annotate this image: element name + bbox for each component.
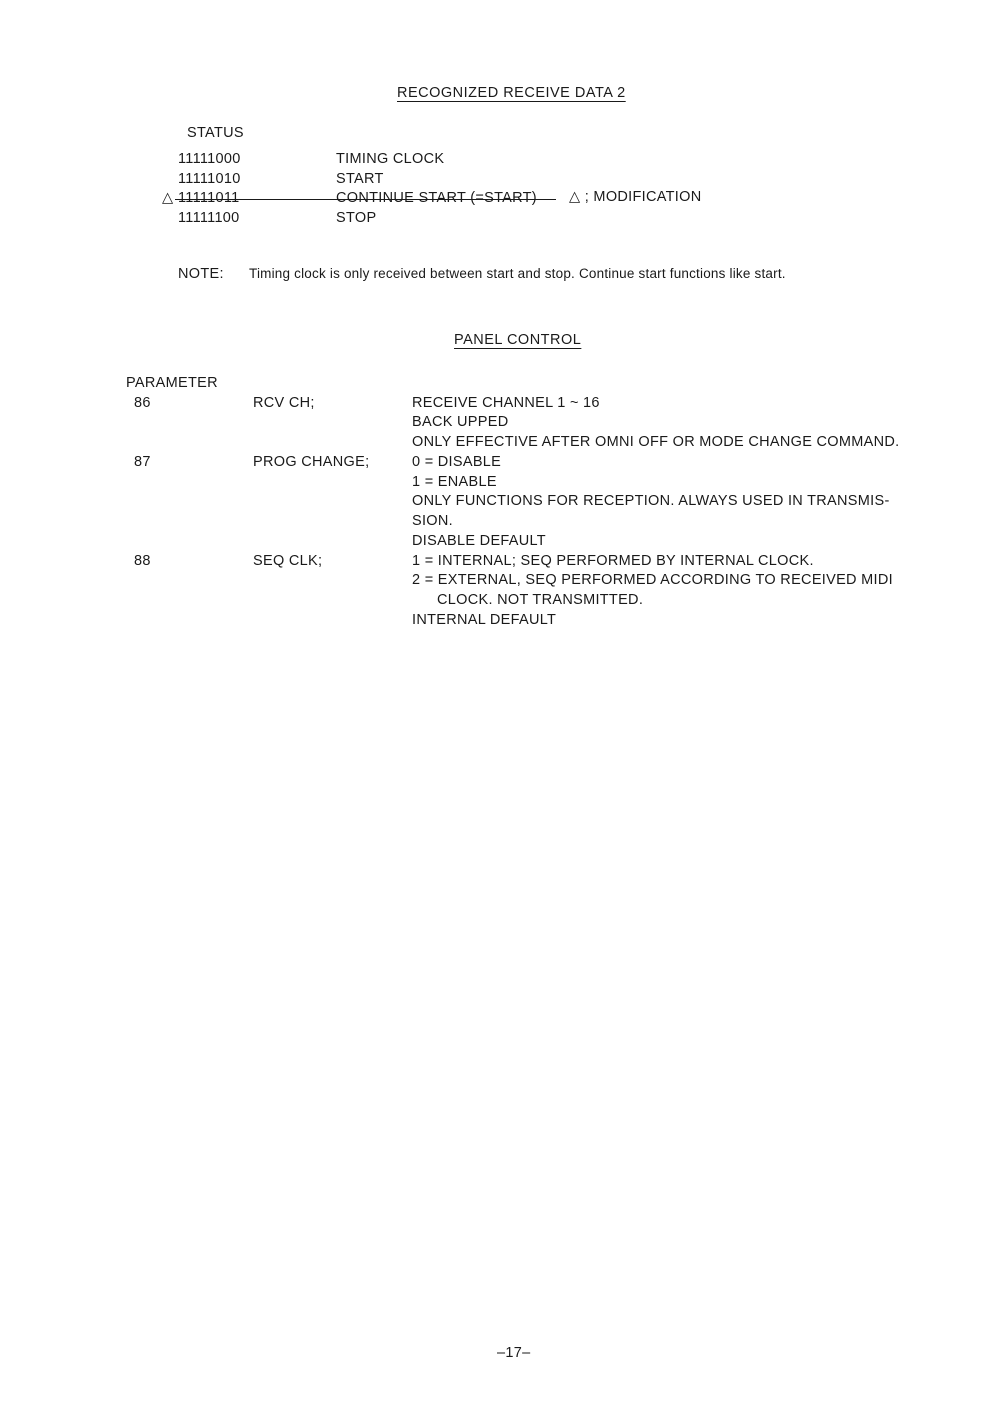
parameter-number: 88 bbox=[134, 553, 151, 569]
parameter-number: 87 bbox=[134, 454, 151, 470]
modification-marker: △ bbox=[162, 190, 174, 206]
parameter-name: RCV CH; bbox=[253, 395, 315, 411]
parameter-description-line: DISABLE DEFAULT bbox=[412, 533, 546, 549]
modification-note: △ ; MODIFICATION bbox=[569, 189, 702, 205]
parameter-number: 86 bbox=[134, 395, 151, 411]
parameter-description-line: ONLY FUNCTIONS FOR RECEPTION. ALWAYS USED IN TRANSMIS- bbox=[412, 493, 890, 509]
parameter-description-line: RECEIVE CHANNEL 1 ~ 16 bbox=[412, 395, 600, 411]
parameter-description-line: CLOCK. NOT TRANSMITTED. bbox=[437, 592, 644, 608]
status-code: 11111000 bbox=[178, 151, 241, 167]
status-code: 11111010 bbox=[178, 171, 241, 187]
parameter-description-line: SION. bbox=[412, 513, 453, 529]
status-name: TIMING CLOCK bbox=[336, 151, 445, 167]
status-name-struck: CONTINUE START (=START) bbox=[336, 190, 537, 206]
status-name: START bbox=[336, 171, 384, 187]
page-number: –17– bbox=[497, 1345, 531, 1361]
parameter-description-line: 0 = DISABLE bbox=[412, 454, 502, 470]
parameter-description-line: 2 = EXTERNAL, SEQ PERFORMED ACCORDING TO RECEIVED MIDI bbox=[412, 572, 893, 588]
parameter-label: PARAMETER bbox=[126, 375, 218, 391]
parameter-name: SEQ CLK; bbox=[253, 553, 323, 569]
note-label: NOTE: bbox=[178, 266, 224, 282]
strikethrough-line bbox=[175, 199, 556, 200]
note-text: Timing clock is only received between start and stop. Continue start functions like start. bbox=[249, 266, 786, 281]
parameter-description-line: INTERNAL DEFAULT bbox=[412, 612, 557, 628]
status-code: 11111100 bbox=[178, 210, 240, 226]
parameter-description-line: BACK UPPED bbox=[412, 414, 509, 430]
status-name: STOP bbox=[336, 210, 377, 226]
parameter-name: PROG CHANGE; bbox=[253, 454, 370, 470]
parameter-description-line: 1 = INTERNAL; SEQ PERFORMED BY INTERNAL CLOCK. bbox=[412, 553, 814, 569]
parameter-description-line: ONLY EFFECTIVE AFTER OMNI OFF OR MODE CHANGE COMMAND. bbox=[412, 434, 900, 450]
parameter-description-line: 1 = ENABLE bbox=[412, 474, 497, 490]
section-title-panel-control: PANEL CONTROL bbox=[454, 332, 582, 348]
section-title-receive-data: RECOGNIZED RECEIVE DATA 2 bbox=[397, 85, 626, 101]
status-code-struck: 11111011 bbox=[178, 190, 240, 206]
status-label: STATUS bbox=[187, 125, 244, 141]
